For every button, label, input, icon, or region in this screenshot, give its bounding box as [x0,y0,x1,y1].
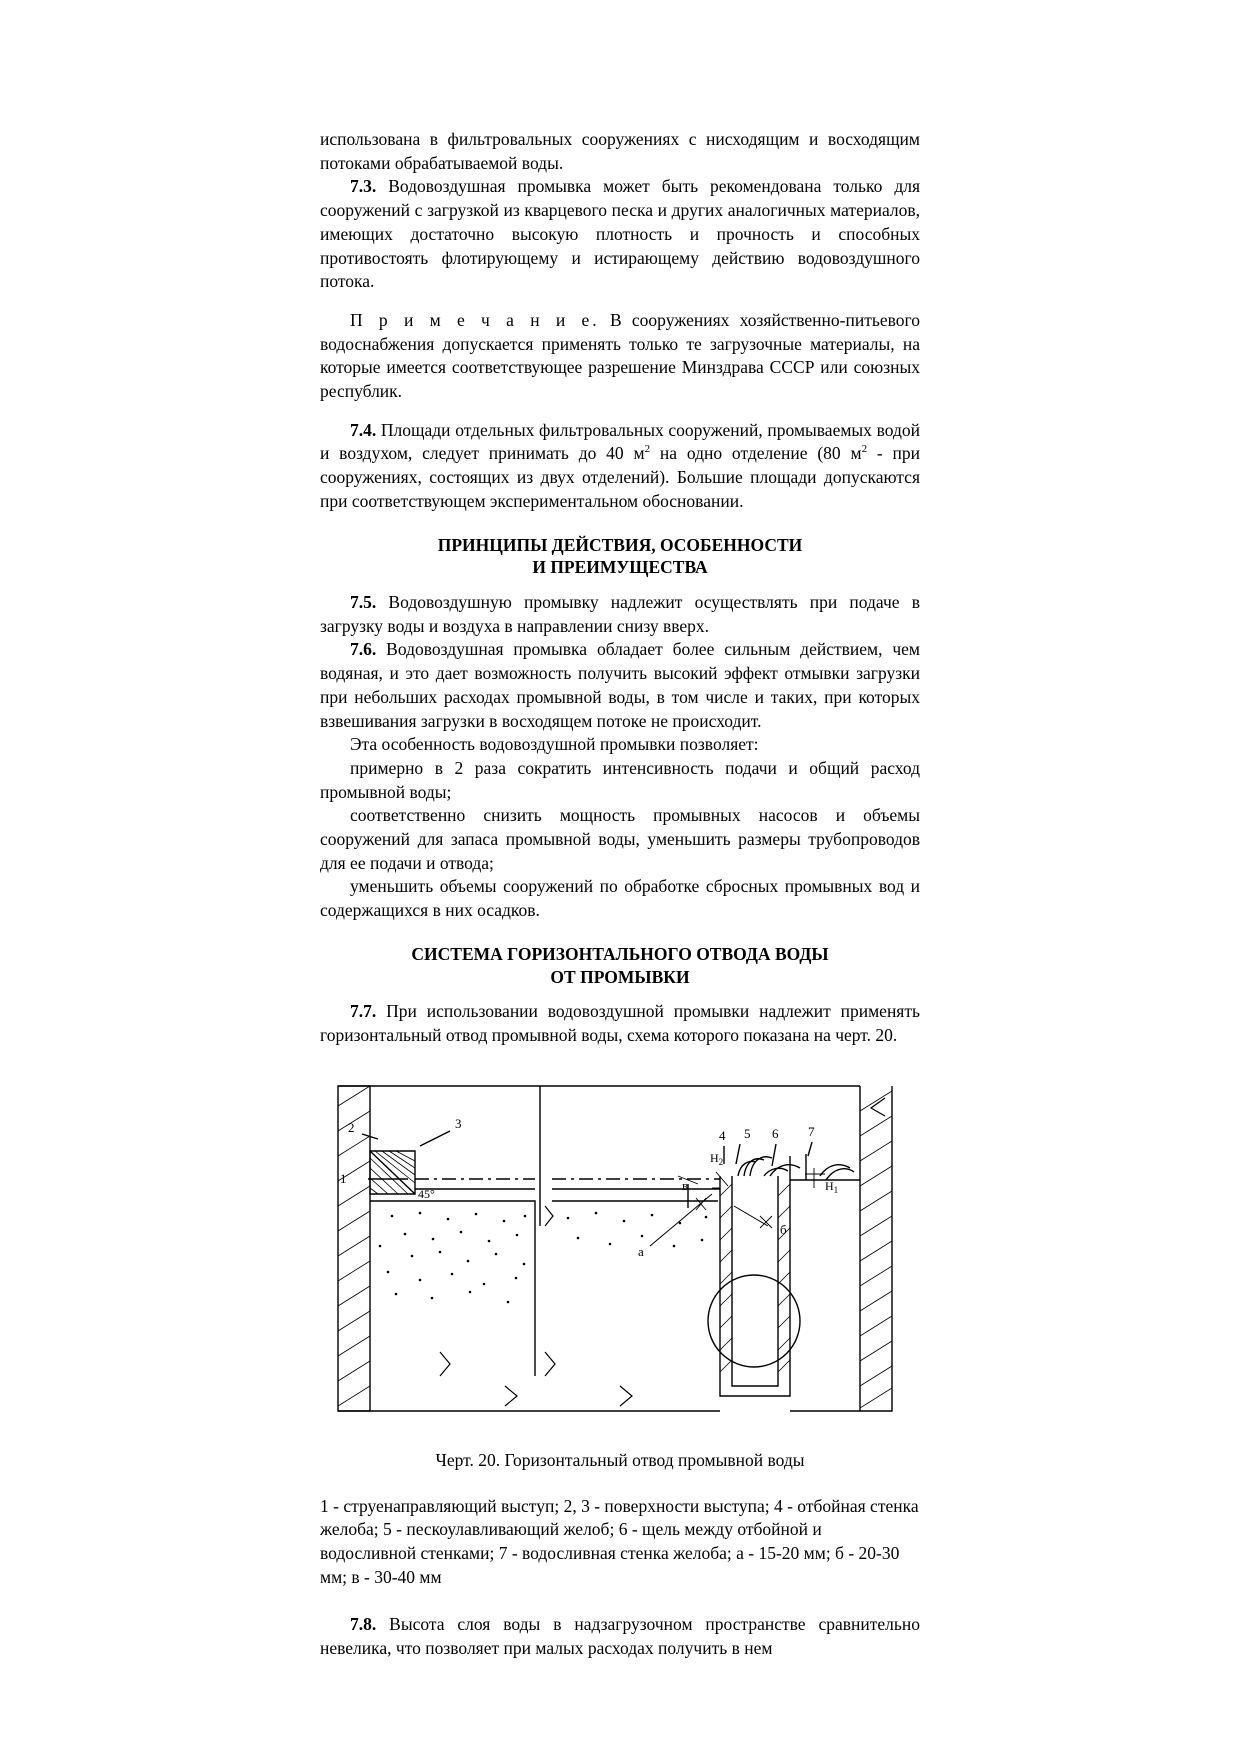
figure-label-1: 1 [340,1170,347,1186]
paragraph-7-6-text: Водовоздушная промывка обладает более сильным действием, чем водяная, и это дает возможность получить высокий эффект отмывки загрузки при небольших расходах промывной воды, в том числе и таких, при которых взвешивания загрузки в восходящем потоке не происходит. [320,639,920,731]
figure-label-b: б [780,1221,787,1237]
list-item: соответственно снизить мощность промывных насосов и объемы сооружений для запаса промывной воды, уменьшить размеры трубопроводов для ее подачи и отвода; [320,805,920,873]
text-column [320,128,920,1661]
figure-20 [320,1076,920,1436]
figure-caption: Черт. 20. Горизонтальный отвод промывной воды [435,1449,805,1470]
spacer [320,294,920,309]
paragraph-7-3 [320,175,920,294]
figure-label-5: 5 [744,1125,751,1141]
figure-label-a: а [638,1243,644,1259]
spacer [320,404,920,419]
list-intro: Эта особенность водовоздушной промывки позволяет: [350,734,759,755]
paragraph-7-7-text: При использовании водовоздушной промывки надлежит применять горизонтальный отвод промывной воды, схема которого показана на черт. 20. [320,1001,920,1046]
list-item: примерно в 2 раза сократить интенсивность подачи и общий расход промывной воды; [320,757,920,802]
paragraph-7-5 [320,591,920,638]
figure-20-drawing [320,1076,920,1436]
figure-label-6: 6 [772,1125,779,1141]
section-heading-principles [320,534,920,580]
heading-line-1: ПРИНЦИПЫ ДЕЙСТВИЯ, ОСОБЕННОСТИ [437,534,803,555]
figure-label-4: 4 [719,1127,726,1143]
figure-label-v: в [682,1177,689,1193]
heading-line-1: СИСТЕМА ГОРИЗОНТАЛЬНОГО ОТВОДА ВОДЫ [411,943,829,964]
section-heading-horizontal-drain [320,943,920,989]
superscript-square-2: 2 [861,443,868,456]
paragraph-7-5-text: Водовоздушную промывку надлежит осуществлять при подаче в загрузку воды и воздуха в направлении снизу вверх. [320,592,920,636]
figure-label-3: 3 [455,1115,462,1131]
heading-line-2: ОТ ПРОМЫВКИ [550,966,690,987]
paragraph-intro: использована в фильтровальных сооружениях с нисходящим и восходящим потоками обрабатываемой воды. [320,129,920,173]
paragraph-7-4 [320,419,920,514]
note-text: В сооружениях хозяйственно-питьевого водоснабжения допускается применять только те загрузочные материалы, на которые имеется соответствующее разрешение Минздрава СССР или союзных республик. [320,309,920,402]
paragraph-number-7-6: 7.6. [350,639,377,660]
paragraph-7-8 [320,1613,920,1660]
list-item: уменьшить объемы сооружений по обработке сбросных промывных вод и содержащихся в них осадков. [320,876,920,921]
paragraph-7-3-text: Водовоздушная промывка может быть рекомендована только для сооружений с загрузкой из кварцевого песка и других аналогичных материалов, имеющих достаточно высокую плотность и прочность и способных противостоять флотирующему и истирающему действию водовоздушного потока. [320,176,921,292]
figure-label-h1: $H_1$ [825,1178,839,1195]
note-label: П р и м е ч а н и е. [350,309,600,330]
paragraph-number-7-4: 7.4. [350,419,377,440]
paragraph-7-8-text: Высота слоя воды в надзагрузочном пространстве сравнительно невелика, что позволяет при малых расходах получить в нем [320,1614,920,1658]
paragraph-7-7 [320,1000,920,1047]
paragraph-7-4-part1: Площади отдельных фильтровальных сооружений, промываемых водой и воздухом, следует принимать до 40 м [320,419,920,464]
superscript-square-1: 2 [644,443,651,456]
paragraph-7-4-part3: - при сооружениях, состоящих из двух отделений). Большие площади допускаются при соответствующем экспериментальном обосновании. [320,443,921,511]
paragraph-number-7-5: 7.5. [350,592,377,613]
paragraph-number-7-7: 7.7. [350,1001,377,1022]
figure-label-2: 2 [348,1119,355,1135]
heading-line-2: И ПРЕИМУЩЕСТВА [532,557,708,578]
figure-label-h2: $H_2$ [710,1150,724,1167]
paragraph-number-7-8: 7.8. [350,1614,377,1635]
figure-label-angle: 45° [418,1186,435,1201]
paragraph-7-4-part2: на одно отделение (80 м [650,443,862,464]
paragraph-7-6 [320,638,920,733]
note-block [320,309,920,404]
paragraph-number-7-3: 7.3. [350,176,377,197]
figure-legend: 1 - струенаправляющий выступ; 2, 3 - поверхности выступа; 4 - отбойная стенка желоба; 5 - пескоулавливающий желоб; 6 - щель между отбойной и водосливной стенками; 7 - водосливная стенка желоба; а - 15-20 мм; б - 20-30 мм; в - 30-40 мм [320,1495,919,1587]
figure-label-7: 7 [808,1123,815,1139]
